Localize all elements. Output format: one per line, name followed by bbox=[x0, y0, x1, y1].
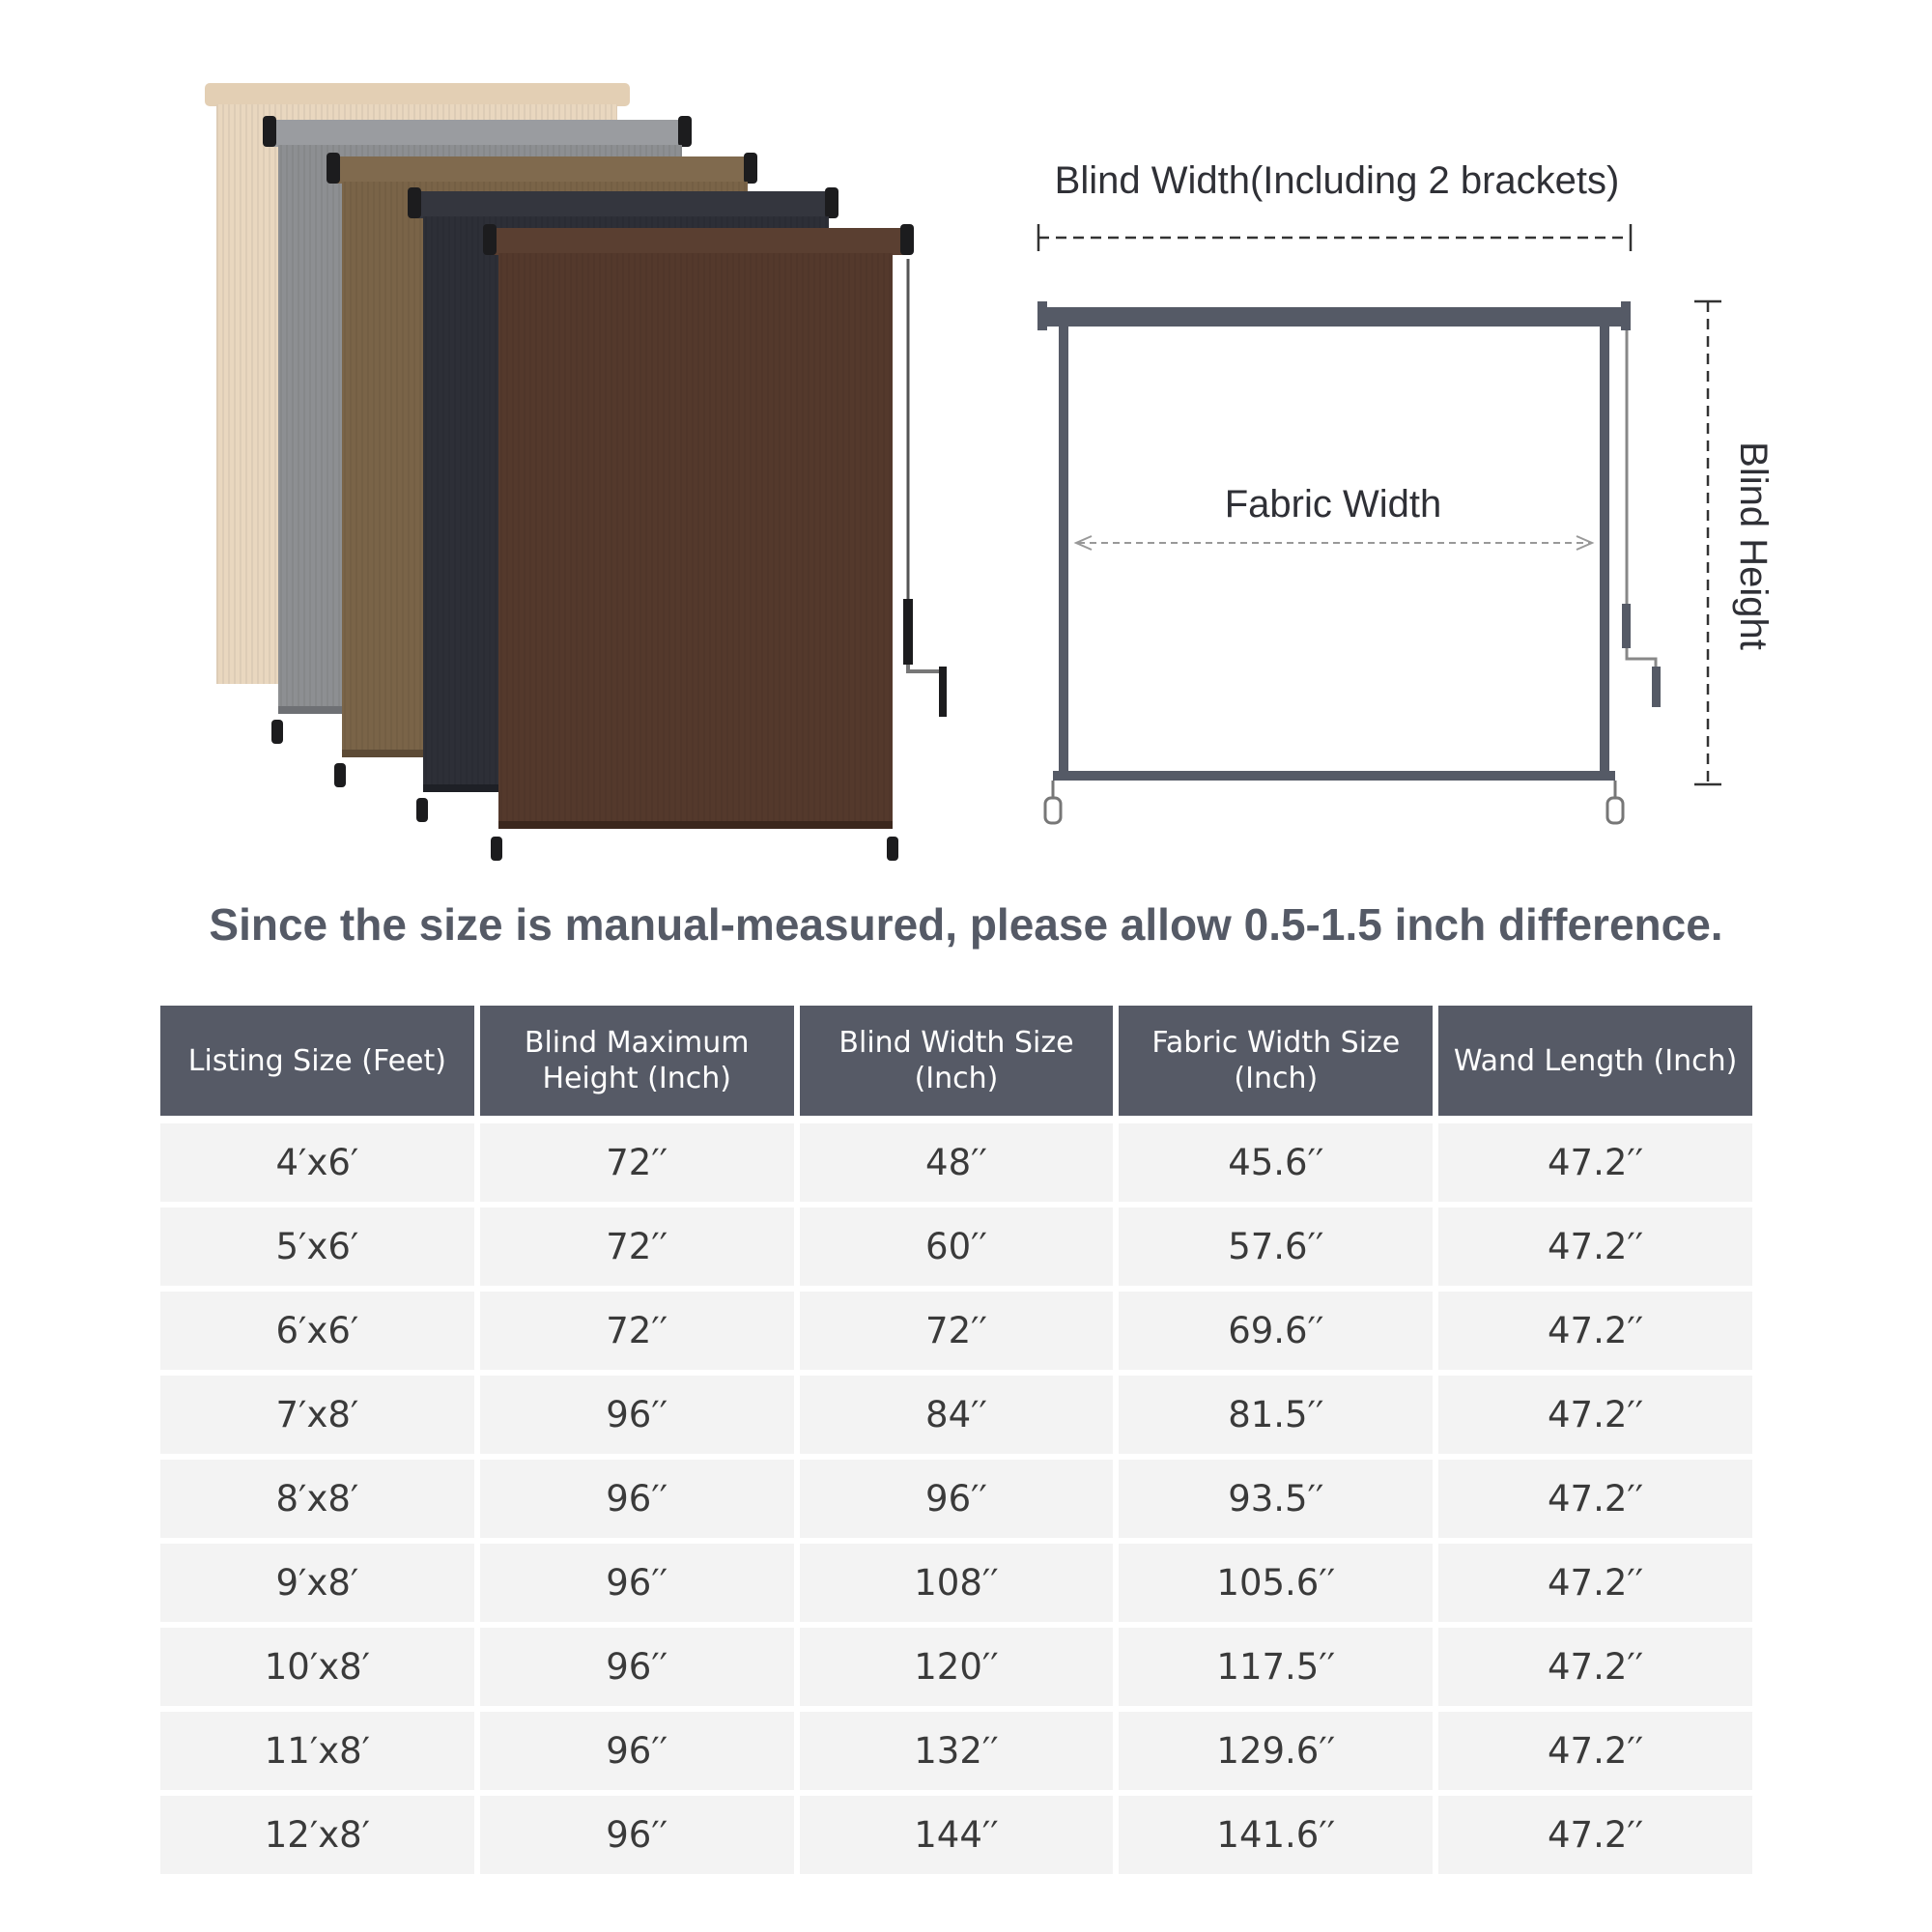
cell-listing-size: 6′x6′ bbox=[160, 1292, 474, 1370]
cell-wand-length: 47.2′′ bbox=[1438, 1376, 1752, 1454]
bottom-anchor-right bbox=[1607, 781, 1623, 823]
cell-fabric-width-size: 117.5′′ bbox=[1119, 1628, 1433, 1706]
cell-blind-width-size: 96′′ bbox=[800, 1460, 1114, 1538]
header-listing-size: Listing Size (Feet) bbox=[160, 1006, 474, 1116]
cell-listing-size: 5′x6′ bbox=[160, 1208, 474, 1286]
fabric-width-label: Fabric Width bbox=[1224, 483, 1442, 526]
cell-listing-size: 8′x8′ bbox=[160, 1460, 474, 1538]
mocha-blind-bracket-left bbox=[327, 153, 340, 184]
cell-blind-width-size: 144′′ bbox=[800, 1796, 1114, 1874]
crank-handle bbox=[903, 259, 947, 717]
cell-fabric-width-size: 45.6′′ bbox=[1119, 1122, 1433, 1202]
cell-wand-length: 47.2′′ bbox=[1438, 1796, 1752, 1874]
cell-blind-max-height: 72′′ bbox=[480, 1208, 794, 1286]
cell-blind-max-height: 96′′ bbox=[480, 1544, 794, 1622]
gray-blind-weight bbox=[271, 720, 283, 744]
cell-blind-width-size: 120′′ bbox=[800, 1628, 1114, 1706]
cell-blind-width-size: 108′′ bbox=[800, 1544, 1114, 1622]
roller-blind-stack bbox=[205, 83, 947, 861]
gray-blind-bracket-right bbox=[678, 116, 692, 147]
brown-blind-roller bbox=[489, 228, 914, 255]
dimension-diagram bbox=[1037, 159, 1775, 823]
black-blind-bracket-right bbox=[825, 187, 838, 218]
brown-blind-bracket-right bbox=[900, 224, 914, 255]
table-row bbox=[160, 1376, 1752, 1454]
cell-fabric-width-size: 141.6′′ bbox=[1119, 1796, 1433, 1874]
cell-listing-size: 4′x6′ bbox=[160, 1122, 474, 1202]
cell-listing-size: 10′x8′ bbox=[160, 1628, 474, 1706]
cell-blind-max-height: 96′′ bbox=[480, 1712, 794, 1790]
table-row bbox=[160, 1544, 1752, 1622]
header-blind-width-size: Blind Width Size (Inch) bbox=[800, 1006, 1114, 1116]
cell-fabric-width-size: 57.6′′ bbox=[1119, 1208, 1433, 1286]
measurement-note: Since the size is manual-measured, please allow 0.5-1.5 inch difference. bbox=[209, 899, 1723, 950]
black-blind-bracket-left bbox=[408, 187, 421, 218]
cell-fabric-width-size: 129.6′′ bbox=[1119, 1712, 1433, 1790]
cell-blind-max-height: 96′′ bbox=[480, 1376, 794, 1454]
table-row bbox=[160, 1122, 1752, 1202]
cell-listing-size: 12′x8′ bbox=[160, 1796, 474, 1874]
diagram-crank-handle bbox=[1622, 330, 1661, 707]
cell-listing-size: 9′x8′ bbox=[160, 1544, 474, 1622]
gray-blind-roller bbox=[269, 120, 692, 147]
header-row bbox=[160, 1006, 1752, 1116]
cell-blind-width-size: 60′′ bbox=[800, 1208, 1114, 1286]
size-table-header bbox=[160, 1006, 1752, 1116]
cell-listing-size: 7′x8′ bbox=[160, 1376, 474, 1454]
cell-wand-length: 47.2′′ bbox=[1438, 1544, 1752, 1622]
table-row bbox=[160, 1460, 1752, 1538]
brown-blind-weight-right bbox=[887, 837, 898, 861]
cell-fabric-width-size: 69.6′′ bbox=[1119, 1292, 1433, 1370]
cell-blind-max-height: 96′′ bbox=[480, 1460, 794, 1538]
black-blind-weight bbox=[416, 798, 428, 822]
header-blind-max-height: Blind Maximum Height (Inch) bbox=[480, 1006, 794, 1116]
mocha-blind-roller bbox=[332, 156, 757, 184]
gray-blind-bracket-left bbox=[263, 116, 276, 147]
bracket-left bbox=[1037, 301, 1047, 330]
size-table-body bbox=[160, 1122, 1752, 1874]
bottom-bar bbox=[1053, 771, 1615, 781]
cell-blind-width-size: 84′′ bbox=[800, 1376, 1114, 1454]
blind-width-label: Blind Width(Including 2 brackets) bbox=[1054, 159, 1620, 202]
table-row bbox=[160, 1292, 1752, 1370]
cell-wand-length: 47.2′′ bbox=[1438, 1628, 1752, 1706]
header-wand-length: Wand Length (Inch) bbox=[1438, 1006, 1752, 1116]
cell-fabric-width-size: 81.5′′ bbox=[1119, 1376, 1433, 1454]
blind-frame bbox=[1037, 301, 1631, 781]
cell-blind-width-size: 48′′ bbox=[800, 1122, 1114, 1202]
cell-blind-max-height: 96′′ bbox=[480, 1796, 794, 1874]
bottom-anchor-left bbox=[1045, 781, 1061, 823]
brown-blind-bottom-bar bbox=[498, 821, 893, 829]
cell-wand-length: 47.2′′ bbox=[1438, 1208, 1752, 1286]
cell-wand-length: 47.2′′ bbox=[1438, 1460, 1752, 1538]
brown-blind-weight-left bbox=[491, 837, 502, 861]
mocha-blind-bracket-right bbox=[744, 153, 757, 184]
cell-wand-length: 47.2′′ bbox=[1438, 1712, 1752, 1790]
cell-blind-width-size: 132′′ bbox=[800, 1712, 1114, 1790]
frame-left-side bbox=[1059, 325, 1068, 777]
cell-blind-max-height: 72′′ bbox=[480, 1292, 794, 1370]
cell-fabric-width-size: 105.6′′ bbox=[1119, 1544, 1433, 1622]
brown-blind bbox=[483, 224, 947, 861]
top-roller-bar bbox=[1043, 307, 1625, 327]
size-table bbox=[155, 1000, 1758, 1880]
product-illustration bbox=[0, 0, 1932, 889]
frame-right-side bbox=[1600, 325, 1609, 777]
table-row bbox=[160, 1208, 1752, 1286]
cell-wand-length: 47.2′′ bbox=[1438, 1292, 1752, 1370]
table-row bbox=[160, 1712, 1752, 1790]
black-blind-roller bbox=[413, 191, 838, 218]
beige-blind-roller bbox=[205, 83, 630, 106]
cell-fabric-width-size: 93.5′′ bbox=[1119, 1460, 1433, 1538]
blind-height-label: Blind Height bbox=[1732, 441, 1775, 650]
cell-blind-max-height: 72′′ bbox=[480, 1122, 794, 1202]
cell-listing-size: 11′x8′ bbox=[160, 1712, 474, 1790]
brown-blind-texture bbox=[498, 253, 893, 825]
cell-blind-width-size: 72′′ bbox=[800, 1292, 1114, 1370]
header-fabric-width-size: Fabric Width Size (Inch) bbox=[1119, 1006, 1433, 1116]
brown-blind-bracket-left bbox=[483, 224, 497, 255]
cell-blind-max-height: 96′′ bbox=[480, 1628, 794, 1706]
table-row bbox=[160, 1796, 1752, 1874]
mocha-blind-weight bbox=[334, 763, 346, 787]
table-row bbox=[160, 1628, 1752, 1706]
bracket-right bbox=[1621, 301, 1631, 330]
cell-wand-length: 47.2′′ bbox=[1438, 1122, 1752, 1202]
